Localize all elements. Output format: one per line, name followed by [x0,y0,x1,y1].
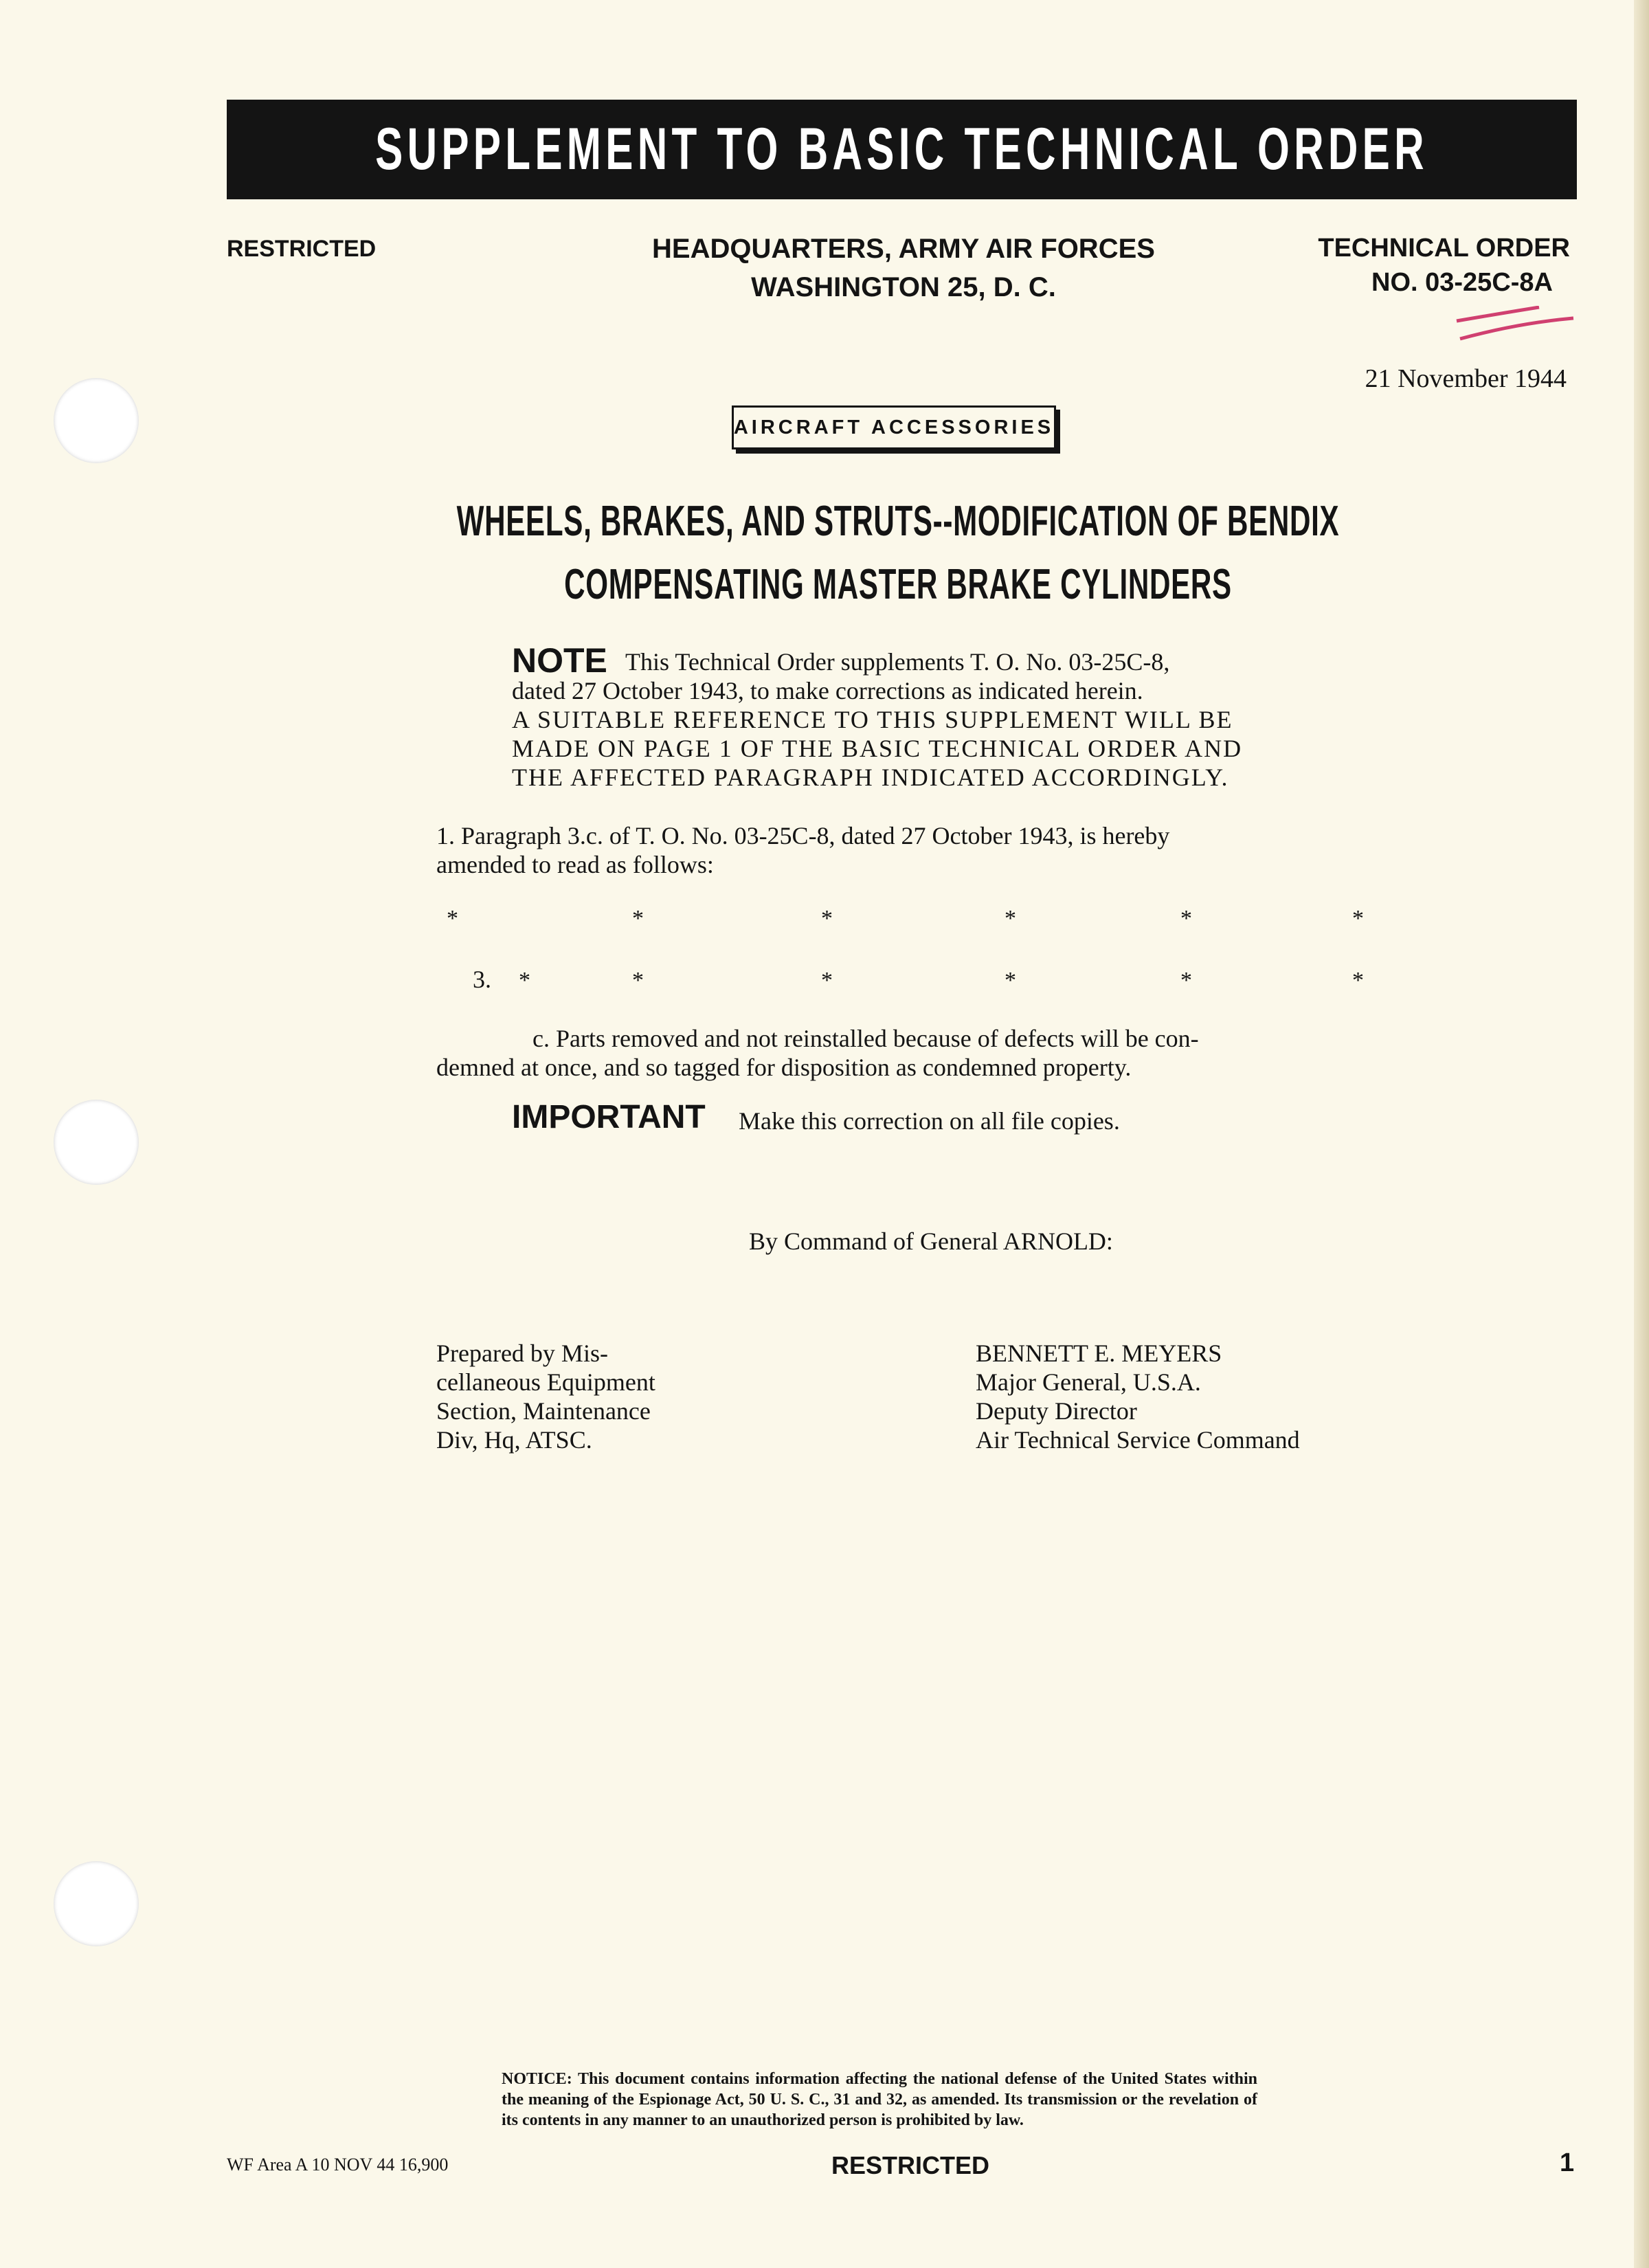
hq-line2: WASHINGTON 25, D. C. [751,272,1056,302]
classification-top: RESTRICTED [227,236,377,262]
signature-line: BENNETT E. MEYERS [976,1339,1222,1367]
important-text: Make this correction on all file copies. [739,1107,1120,1135]
omission-star: * [447,906,458,931]
note-line: THE AFFECTED PARAGRAPH INDICATED ACCORDINGLY. [512,764,1229,791]
to-line1: TECHNICAL ORDER [1318,234,1570,263]
title-line2: COMPENSATING MASTER BRAKE CYLINDERS [564,561,1232,608]
title-line1: WHEELS, BRAKES, AND STRUTS--MODIFICATION OF BENDIX [456,498,1340,545]
by-command: By Command of General ARNOLD: [749,1227,1113,1255]
print-info: WF Area A 10 NOV 44 16,900 [227,2155,449,2175]
to-number: NO. 03-25C-8A [1371,268,1553,297]
signature-line: Air Technical Service Command [976,1426,1300,1454]
omission-star: * [632,906,644,931]
para1-line1: 1. Paragraph 3.c. of T. O. No. 03-25C-8, dated 27 October 1943, is hereby [436,822,1170,849]
note-line: This Technical Order supplements T. O. No. 03-25C-8, [625,648,1170,676]
category-box: AIRCRAFT ACCESSORIES [732,405,1056,449]
signature-block [976,1339,1300,1454]
omission-star: * [821,968,833,993]
punch-hole [54,1100,139,1185]
omission-star: * [519,968,530,993]
banner [227,100,1577,199]
important-label: IMPORTANT [512,1099,706,1135]
omission-star: * [821,906,833,931]
date: 21 November 1944 [1365,364,1567,393]
prepared-by-line: cellaneous Equipment [436,1368,655,1396]
para1-line2: amended to read as follows: [436,851,714,878]
page-number: 1 [1560,2148,1575,2177]
para3-number: 3. [473,966,491,993]
omission-star: * [1180,968,1192,993]
classification-bottom: RESTRICTED [831,2151,990,2179]
signature-line: Major General, U.S.A. [976,1368,1201,1396]
note-line: MADE ON PAGE 1 OF THE BASIC TECHNICAL ORDER AND [512,735,1243,762]
omission-star: * [1180,906,1192,931]
para-c-line1: c. Parts removed and not reinstalled because of defects will be con- [532,1025,1199,1052]
prepared-by [436,1339,655,1454]
espionage-notice: NOTICE: This document contains information affecting the national defense of the United States within the meaning of the Espionage Act, 50 U. S. C., 31 and 32, as amended. Its transmission or the revelation of its contents in any manner to an unauthorized person is prohibited by law. [502,2070,1257,2129]
note-line: A SUITABLE REFERENCE TO THIS SUPPLEMENT WILL BE [512,706,1233,733]
banner-title: SUPPLEMENT TO BASIC TECHNICAL ORDER [375,116,1428,182]
omission-star: * [1005,968,1016,993]
prepared-by-line: Div, Hq, ATSC. [436,1426,592,1454]
prepared-by-line: Section, Maintenance [436,1397,651,1425]
omission-star: * [1005,906,1016,931]
red-pencil-mark [1450,306,1580,347]
omission-star: * [632,968,644,993]
note-line: dated 27 October 1943, to make corrections as indicated herein. [512,677,1143,704]
omission-star: * [1352,906,1364,931]
signature-line: Deputy Director [976,1397,1137,1425]
punch-hole [54,378,139,463]
prepared-by-line: Prepared by Mis- [436,1339,608,1367]
punch-hole [54,1861,139,1946]
note-label: NOTE [512,641,607,680]
page-edge [1634,0,1649,2268]
hq-line1: HEADQUARTERS, ARMY AIR FORCES [652,234,1155,264]
para-c-line2: demned at once, and so tagged for disposition as condemned property. [436,1054,1132,1081]
omission-star: * [1352,968,1364,993]
